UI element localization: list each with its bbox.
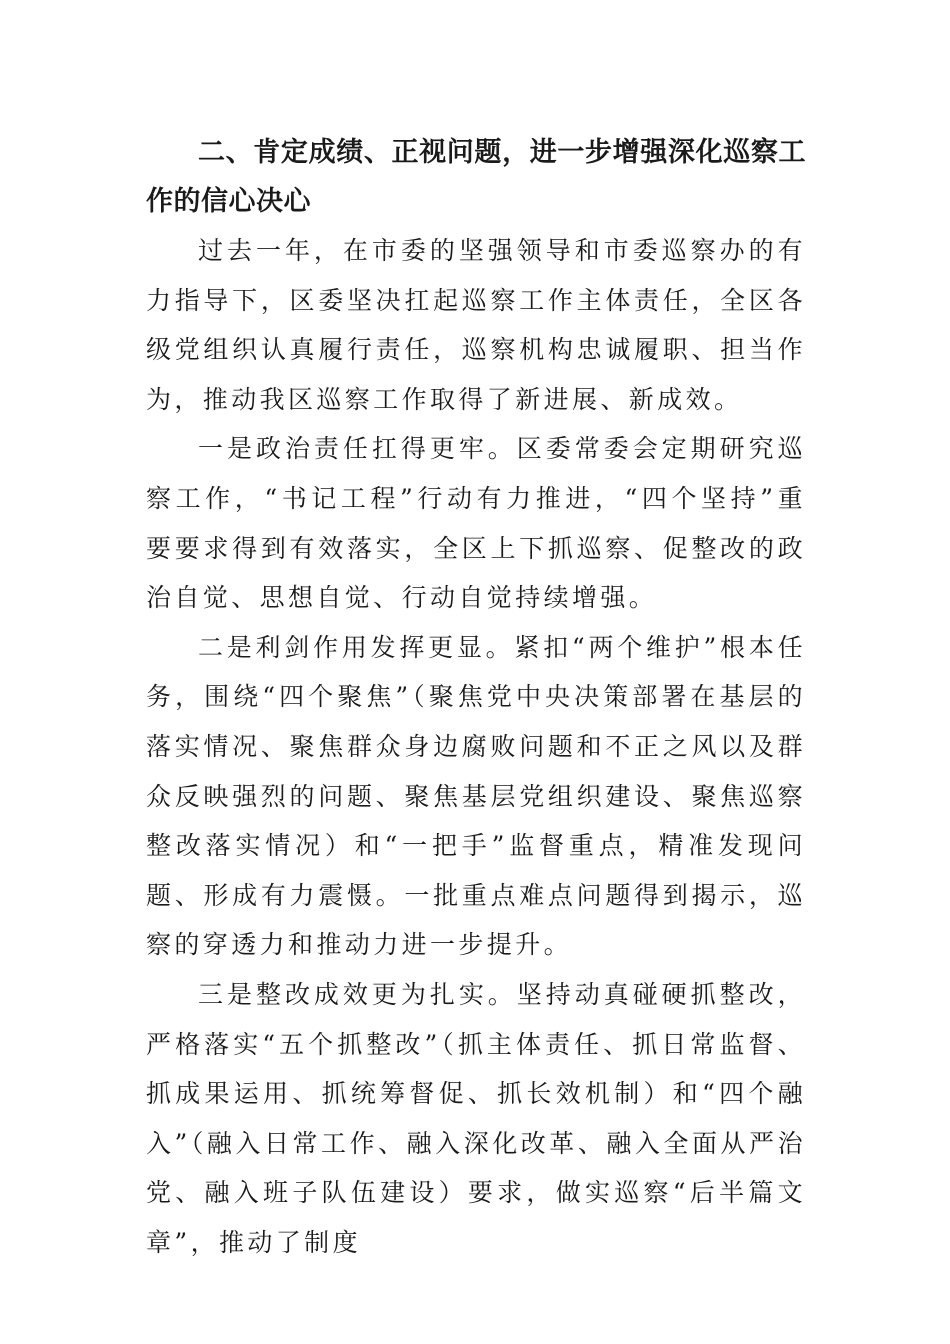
paragraph-rectification: 三是整改成效更为扎实。坚持动真碰硬抓整改，严格落实“五个抓整改”（抓主体责任、抓日常监督、抓成果运用、抓统筹督促、抓长效机制）和“四个融入”（融入日常工作、融入深化改革、融入全面从严治党、融入班子队伍建设）要求，做实巡察“后半篇文章”，推动了制度 xyxy=(146,979,806,1257)
paragraph-intro: 过去一年，在市委的坚强领导和市委巡察办的有力指导下，区委坚决扛起巡察工作主体责任，全区各级党组织认真履行责任，巡察机构忠诚履职、担当作为，推动我区巡察工作取得了新进展、新成效。 xyxy=(146,236,806,414)
paragraph-political-responsibility: 一是政治责任扛得更牢。区委常委会定期研究巡察工作，“书记工程”行动有力推进，“四个坚持”重要要求得到有效落实，全区上下抓巡察、促整改的政治自觉、思想自觉、行动自觉持续增强。 xyxy=(146,434,806,613)
document-body xyxy=(146,128,806,1267)
section-heading: 二、肯定成绩、正视问题，进一步增强深化巡察工作的信心决心 xyxy=(146,137,806,217)
paragraph-sword-role: 二是利剑作用发挥更显。紧扣“两个维护”根本任务，围绕“四个聚焦”（聚焦党中央决策部署在基层的落实情况、聚焦群众身边腐败问题和不正之风以及群众反映强烈的问题、聚焦基层党组织建设、聚焦巡察整改落实情况）和“一把手”监督重点，精准发现问题、形成有力震慑。一批重点难点问题得到揭示，巡察的穿透力和推动力进一步提升。 xyxy=(146,632,806,960)
